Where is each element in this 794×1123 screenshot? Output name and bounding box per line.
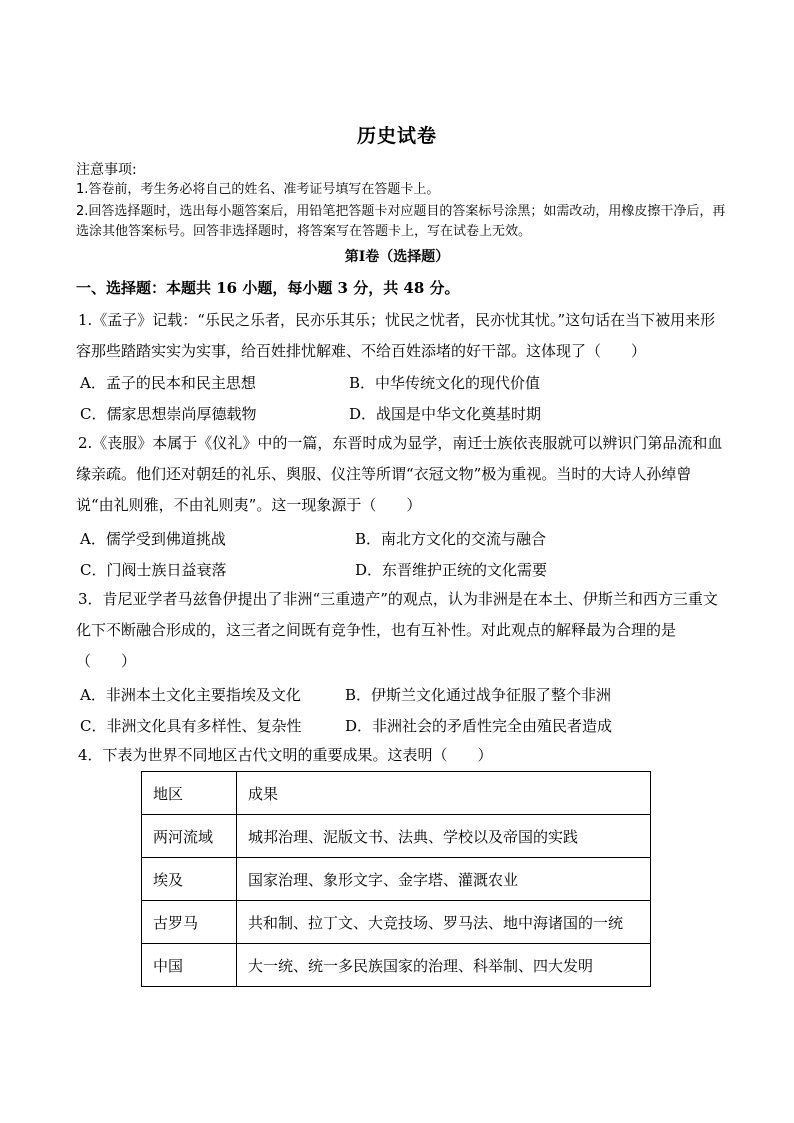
table-cell-achievement: 大一统、统一多民族国家的治理、科举制、四大发明 — [237, 944, 651, 987]
question-2 — [76, 428, 726, 521]
volume-title: 第Ⅰ卷（选择题） — [344, 249, 450, 265]
option-d: D．东晋维护正统的文化需要 — [355, 561, 548, 579]
option-a: A．孟子的民本和民主思想 — [80, 374, 256, 392]
option-c: C．非洲文化具有多样性、复杂性 — [80, 717, 302, 735]
question-stem: 3．肯尼亚学者马兹鲁伊提出了非洲“三重遗产”的观点，认为非洲是在本土、伊斯兰和西方三重文化下不断融合形成的，这三者之间既有竞争性，也有互补性。对此观点的解释最为合理的是（ ） — [76, 590, 718, 670]
page-title: 历史试卷 — [356, 125, 437, 147]
question-3 — [76, 584, 726, 677]
table-cell-region: 古罗马 — [142, 901, 237, 944]
table-cell-region: 两河流域 — [142, 815, 237, 858]
achievements-table — [141, 771, 651, 987]
question-1 — [76, 305, 726, 367]
table-cell-achievement: 共和制、拉丁文、大竞技场、罗马法、地中海诸国的一统 — [237, 901, 651, 944]
table-row — [142, 815, 651, 858]
table-row — [142, 858, 651, 901]
table-cell-achievement: 城邦治理、泥版文书、法典、学校以及帝国的实践 — [237, 815, 651, 858]
table-cell-region: 中国 — [142, 944, 237, 987]
question-stem: 4．下表为世界不同地区古代文明的重要成果。这表明（ ） — [78, 746, 493, 764]
section-title: 一、选择题：本题共 16 小题，每小题 3 分，共 48 分。 — [76, 279, 460, 297]
question-stem: 1.《孟子》记载：“乐民之乐者，民亦乐其乐；忧民之忧者，民亦忧其忧。”这句话在当下被用来形容那些踏踏实实为实事，给百姓排忧解难、不给百姓添堵的好干部。这体现了（ ） — [76, 311, 716, 360]
table-row — [142, 944, 651, 987]
option-d: D．非洲社会的矛盾性完全由殖民者造成 — [345, 717, 613, 735]
option-d: D．战国是中华文化奠基时期 — [349, 405, 542, 423]
option-b: B．中华传统文化的现代价值 — [349, 374, 541, 392]
table-header-cell: 地区 — [142, 772, 237, 815]
table-cell-achievement: 国家治理、象形文字、金字塔、灌溉农业 — [237, 858, 651, 901]
table-header-row — [142, 772, 651, 815]
option-a: A．非洲本土文化主要指埃及文化 — [80, 686, 301, 704]
notice-item-1: 1.答卷前，考生务必将自己的姓名、准考证号填写在答题卡上。 — [76, 182, 440, 197]
notice-heading: 注意事项: — [76, 162, 137, 178]
option-b: B．伊斯兰文化通过战争征服了整个非洲 — [345, 686, 612, 704]
table-row — [142, 901, 651, 944]
option-c: C．儒家思想崇尚厚德载物 — [80, 405, 257, 423]
table-cell-region: 埃及 — [142, 858, 237, 901]
option-b: B．南北方文化的交流与融合 — [355, 530, 547, 548]
table-header-cell: 成果 — [237, 772, 651, 815]
question-4 — [76, 740, 726, 771]
question-stem: 2.《丧服》本属于《仪礼》中的一篇，东晋时成为显学，南迁士族依丧服就可以辨识门第品流和血缘亲疏。他们还对朝廷的礼乐、舆服、仪注等所谓“衣冠文物”极为重视。当时的大诗人孙绰曾说“由礼则雅，不由礼则夷”。这一现象源于（ ） — [76, 434, 723, 514]
notice-item-2: 2.回答选择题时，选出每小题答案后，用铅笔把答题卡对应题目的答案标号涂黑；如需改动，用橡皮擦干净后，再选涂其他答案标号。回答非选择题时，将答案写在答题卡上，写在试卷上无效。 — [76, 204, 726, 239]
option-c: C．门阀士族日益衰落 — [80, 561, 227, 579]
option-a: A．儒学受到佛道挑战 — [80, 530, 226, 548]
